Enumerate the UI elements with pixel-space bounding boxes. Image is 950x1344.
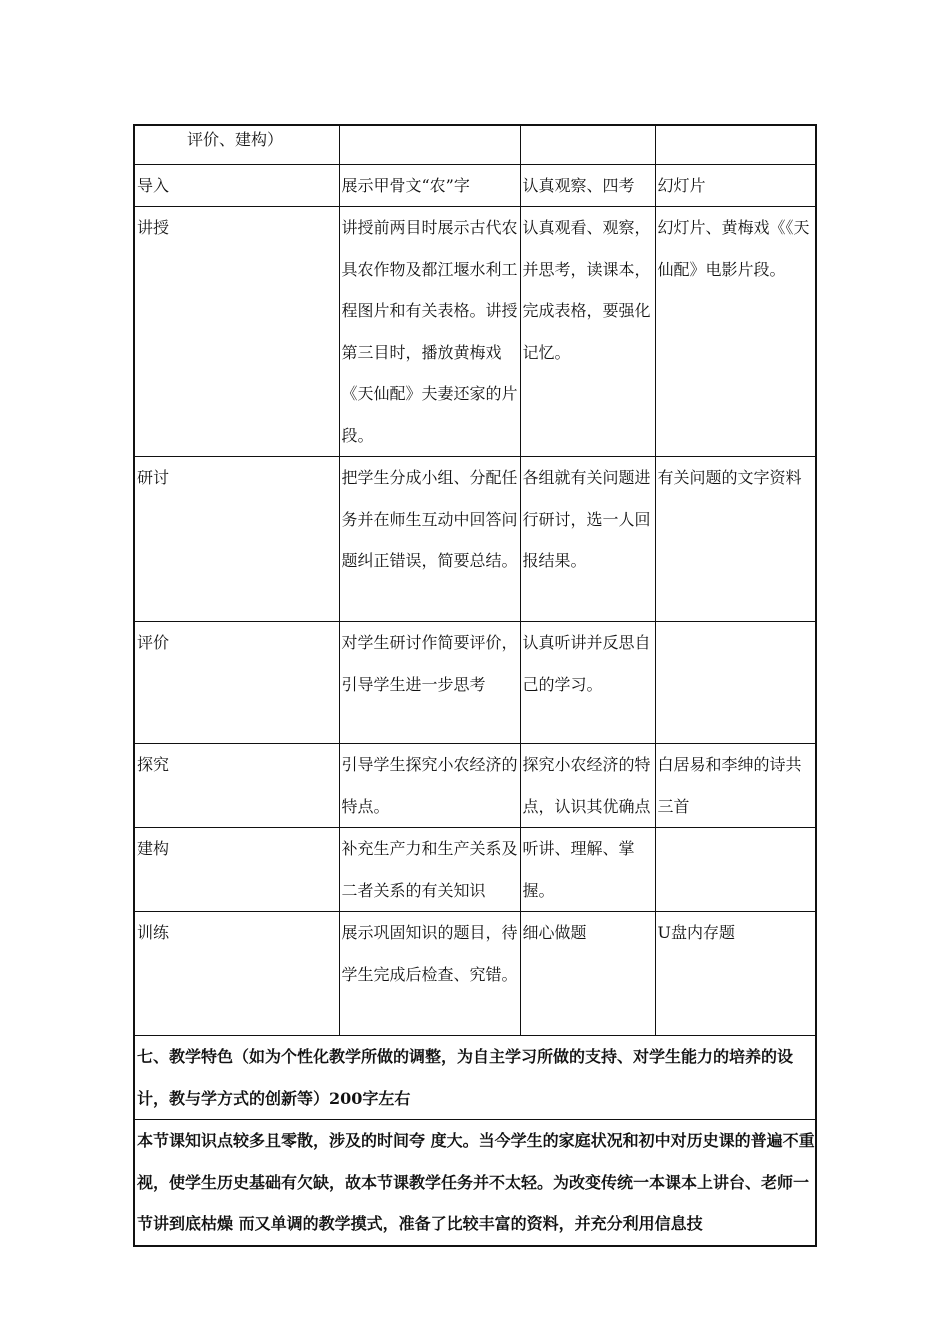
media-text: 幻灯片、黄梅戏《《天仙配》电影片段。	[657, 218, 810, 279]
student-activity-text: 听讲、理解、掌握。	[522, 839, 635, 900]
table-row	[134, 457, 816, 622]
table-row	[134, 622, 816, 744]
stage-cell: 建构	[134, 828, 339, 912]
section-body-text: 本节课知识点较多且零散，涉及的时间夸 度大。当今学生的家庭状况和初中对历史课的普遍不重视，使学生历史基础有欠缺，故本节课教学任务并不太轻。为改变传统一本课本上讲台、老师一节讲到底枯燥 而又单调的教学摸式，准备了比较丰富的资料，并充分利用信息技	[137, 1131, 815, 1233]
section-body	[134, 1120, 816, 1246]
stage-cell: 训练	[134, 912, 339, 1036]
media-cell	[655, 912, 816, 1036]
teacher-activity-cell: 展示甲骨文“农”字	[339, 164, 520, 207]
teacher-activity-cell	[339, 744, 520, 828]
media-cell	[655, 457, 816, 622]
table-row	[134, 828, 816, 912]
stage-cell: 评价	[134, 622, 339, 744]
table-row	[134, 164, 816, 207]
table-row	[134, 1120, 816, 1246]
teacher-activity-cell	[339, 207, 520, 457]
teacher-activity-text: 把学生分成小组、分配任务并在师生互动中回答问题纠正错误，简要总结。	[341, 468, 518, 570]
media-cell: 幻灯片	[655, 164, 816, 207]
student-activity-cell	[520, 622, 655, 744]
teacher-activity-cell	[339, 912, 520, 1036]
media-cell	[655, 744, 816, 828]
media-cell	[655, 622, 816, 744]
table-row	[134, 125, 816, 164]
stage-cell: 研讨	[134, 457, 339, 622]
table-row	[134, 207, 816, 457]
student-activity-cell	[520, 744, 655, 828]
teacher-activity-cell	[339, 457, 520, 622]
student-activity-cell: 认真观察、四考	[520, 164, 655, 207]
teacher-activity-text: 讲授前两目时展示古代农具农作物及都江堰水利工程图片和有关表格。讲授第三目时，播放黄梅戏《天仙配》夫妻还家的片段。	[341, 218, 518, 445]
media-text: U盘内存题	[657, 923, 735, 942]
student-activity-text: 认真观看、观察，并思考，读课本，完成表格，要强化记忆。	[522, 218, 651, 362]
stage-cell: 讲授	[134, 207, 339, 457]
table-row	[134, 1036, 816, 1120]
teacher-activity-text: 展示巩固知识的题目，待学生完成后检查、究错。	[341, 923, 518, 984]
lesson-plan-table	[133, 124, 817, 1247]
teacher-activity-cell	[339, 828, 520, 912]
table-row	[134, 744, 816, 828]
media-cell	[655, 125, 816, 164]
teacher-activity-cell	[339, 125, 520, 164]
student-activity-cell	[520, 457, 655, 622]
media-cell	[655, 828, 816, 912]
student-activity-text: 各组就有关问题进行研讨，选一人回报结果。	[522, 468, 651, 570]
section-heading-text: 七、教学特色（如为个性化教学所做的调整，为自主学习所做的支持、对学生能力的培养的设计，教与学方式的创新等）200字左右	[137, 1047, 794, 1108]
stage-cell: 导入	[134, 164, 339, 207]
section-heading	[134, 1036, 816, 1120]
stage-cell: 评价、建构）	[134, 125, 339, 164]
student-activity-cell	[520, 912, 655, 1036]
student-activity-text: 探究小农经济的特点，认识其优确点	[522, 755, 651, 816]
lesson-plan-sheet	[133, 124, 815, 1247]
teacher-activity-text: 补充生产力和生产关系及二者关系的有关知识	[341, 839, 518, 900]
teacher-activity-text: 对学生研讨作简要评价，引导学生进一步思考	[341, 633, 518, 694]
table-row	[134, 912, 816, 1036]
teacher-activity-text: 引导学生探究小农经济的特点。	[341, 755, 518, 816]
media-text: 白居易和李绅的诗共三首	[657, 755, 802, 816]
media-text: 有关问题的文字资料	[657, 468, 802, 487]
student-activity-cell	[520, 207, 655, 457]
stage-cell: 探究	[134, 744, 339, 828]
media-cell	[655, 207, 816, 457]
student-activity-cell	[520, 828, 655, 912]
student-activity-text: 细心做题	[522, 923, 587, 942]
teacher-activity-cell	[339, 622, 520, 744]
student-activity-text: 认真听讲并反思自己的学习。	[522, 633, 651, 694]
student-activity-cell	[520, 125, 655, 164]
